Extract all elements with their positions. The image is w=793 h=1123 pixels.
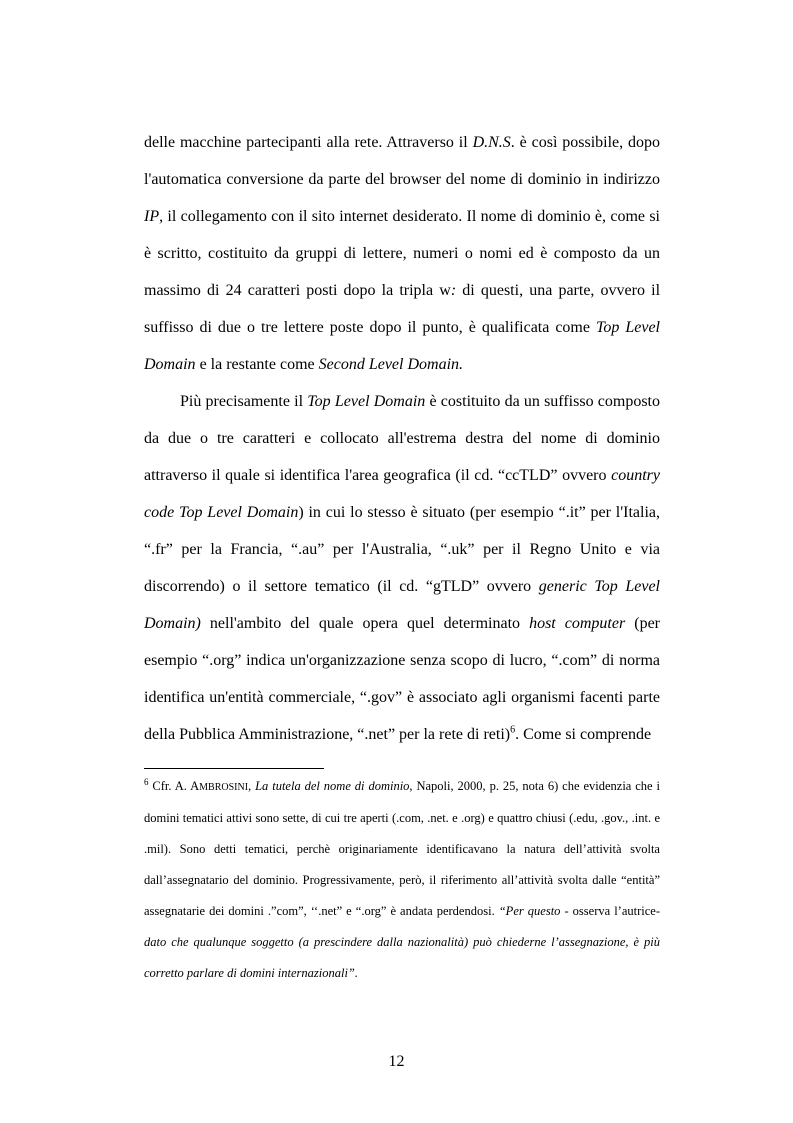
text-run: , il collegamento con il sito internet desiderato. Il nome di dominio è, come si è scritto, costituito da gruppi di lettere, numeri o nomi ed è composto da un massimo di 24 caratteri posti dopo la tripla w [144,208,660,299]
text-run: (per esempio “.org” indica un'organizzazione senza scopo di lucro, “.com” di norma identifica un'entità commerciale, “.gov” è associato agli organismi facenti parte della Pubblica Amministrazione, “.net” per la rete di reti) [144,615,661,743]
text-run: e la restante come [195,356,319,373]
footnote-marker: 6 [144,776,149,787]
text-run: . Come si comprende [515,726,652,743]
text-run: , Napoli, 2000, p. 25, nota 6) che evidenzia che i domini tematici attivi sono sette, di cui tre aperti (.com, .net. e .org) e quattro chiusi (.edu, .gov., .int. e .mil). Sono detti tematici, perchè originariamente identificavano la natura dell’attività svolta dall’assegnatario del dominio. Progressivamente, però, il riferimento all’attività svolta dalle “entità” assegnatarie dei domini .”com”, ‘‘.net” e “.org” è andata perdendosi. [144,779,660,918]
text-run: è costituito da un suffisso composto da due o tre caratteri e collocato all'estrema destra del nome di dominio attraverso il quale si identifica l'area geografica (il cd. “ccTLD” ovvero [144,393,660,484]
italic-text: country code Top Level Domain [144,467,660,521]
italic-text: generic Top Level Domain) [144,578,660,632]
text-run: delle macchine partecipanti alla rete. Attraverso il [144,134,473,151]
text-run: . è così possibile, dopo l'automatica conversione da parte del browser del nome di dominio in indirizzo [144,134,661,188]
italic-text: La tutela del nome di dominio [255,779,410,793]
footnote-separator [144,768,324,769]
text-run: di questi, una parte, ovvero il suffisso di due o tre lettere poste dopo il punto, è qualificata come [144,282,661,336]
italic-text: dato che qualunque soggetto (a prescindere dalla nazionalità) può chiederne l’assegnazione, è più corretto parlare di domini internazionali”. [144,935,660,980]
italic-text: Top Level Domain [144,319,661,373]
italic-text: host computer [529,615,626,632]
page-number: 12 [388,1053,405,1070]
text-run: ) in cui lo stesso è situato (per esempio “.it” per l'Italia, “.fr” per la Francia, “.au” per l'Australia, “.uk” per il Regno Unito e via discorrendo) o il settore tematico (il cd. “gTLD” ovvero [144,504,660,595]
italic-text: Top Level Domain [307,393,426,410]
footnote [144,771,660,989]
small-caps-text: MBROSINI [199,782,249,793]
italic-text: D.N.S [472,134,511,151]
text-run: - osserva l’autrice- [560,904,660,918]
paragraph-2 [144,383,660,753]
paragraph-1 [144,124,660,383]
text-run: nell'ambito del quale opera quel determinato [200,615,530,632]
text-run: Più precisamente il [180,393,308,410]
italic-text: IP [144,208,160,225]
footnote-text [144,776,660,980]
body-text [144,124,660,753]
italic-text: “Per questo [498,904,561,918]
italic-text: : [450,282,457,299]
italic-text: Second Level Domain. [318,356,464,373]
text-run: , [248,779,256,793]
text-run: Cfr. A. A [148,779,200,793]
footnote-6 [144,771,660,989]
footnote-reference: 6 [510,724,516,736]
